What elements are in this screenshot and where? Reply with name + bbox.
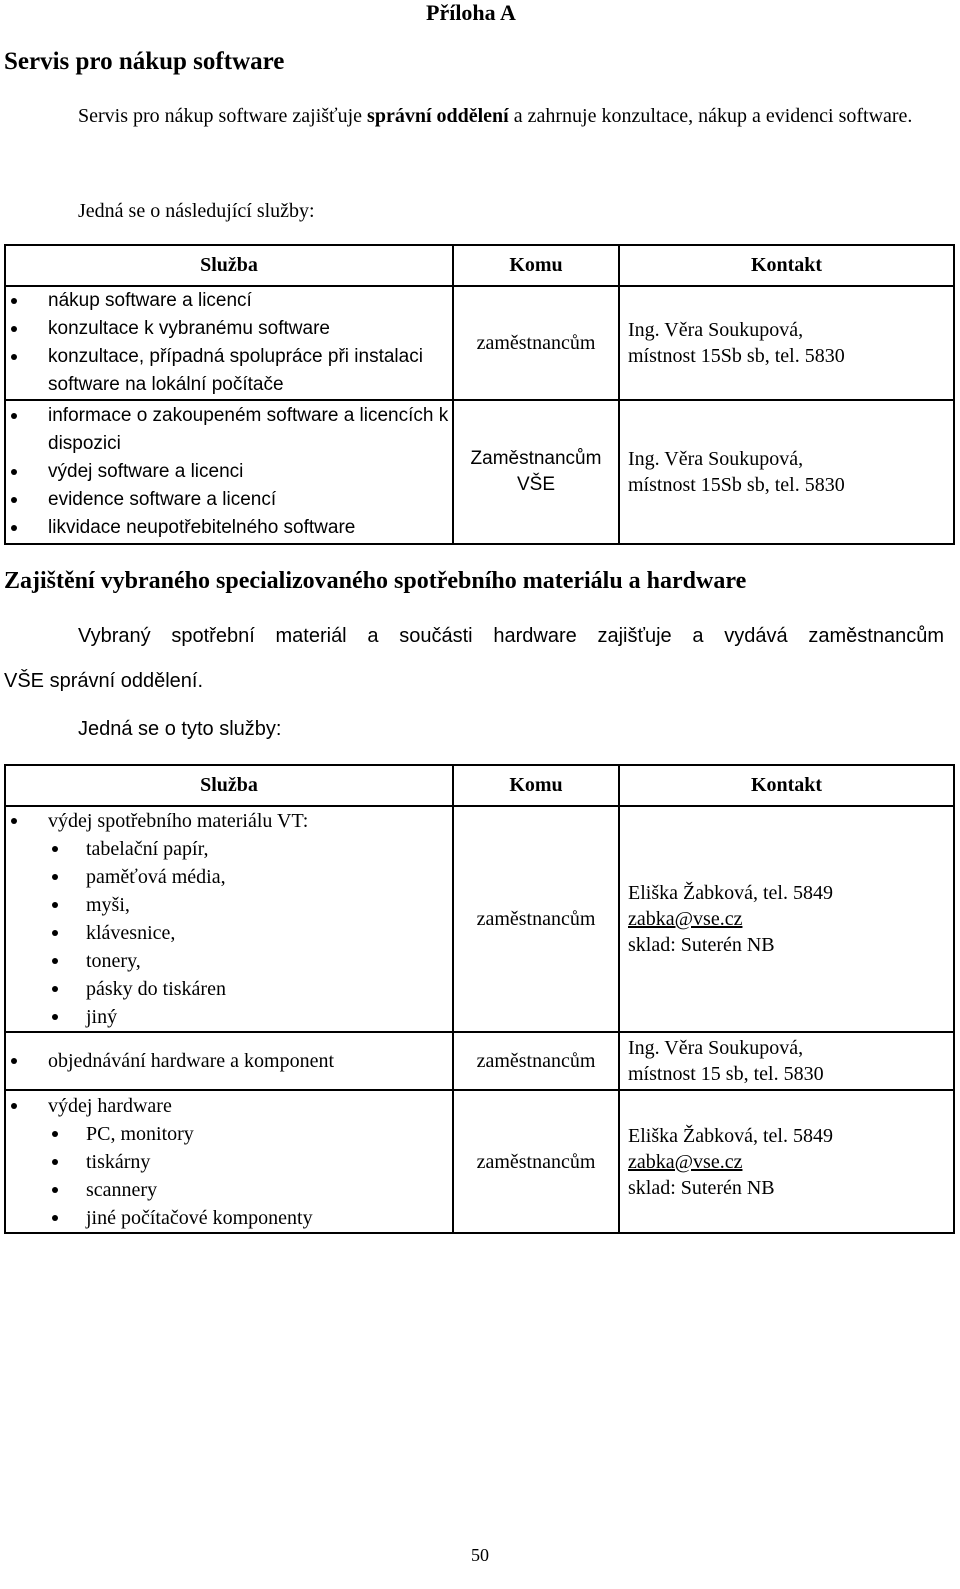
list-item: výdej spotřebního materiálu VT: tabelační papír, paměťová média, myši, klávesnice, tonery, pásky do tiskáren jiný <box>48 807 452 1031</box>
software-services-table <box>4 244 955 545</box>
section-lead-hardware: Jedná se o tyto služby: <box>78 718 282 740</box>
sub-list-item: tonery, <box>86 947 452 975</box>
list-item: výdej software a licenci <box>48 458 452 486</box>
sub-list-item: myši, <box>86 891 452 919</box>
table-row <box>5 400 954 544</box>
intro-bold: správní oddělení <box>367 105 509 127</box>
sub-list-item: paměťová média, <box>86 863 452 891</box>
section-intro-hardware-line2: VŠE správní oddělení. <box>4 670 204 692</box>
service-cell <box>5 1090 453 1233</box>
recipient-cell: zaměstnancům <box>453 1032 619 1090</box>
service-cell <box>5 1032 453 1090</box>
recipient-cell: Zaměstnancům VŠE <box>453 400 619 544</box>
table-row <box>5 1032 954 1090</box>
list-item: konzultace, případná spolupráce při instalaci software na lokální počítače <box>48 343 452 399</box>
contact-cell: Ing. Věra Soukupová, místnost 15Sb sb, tel. 5830 <box>619 400 954 544</box>
service-cell <box>5 806 453 1032</box>
sub-list-item: pásky do tiskáren <box>86 975 452 1003</box>
hardware-services-table <box>4 764 955 1234</box>
section-lead-software: Jedná se o následující služby: <box>78 200 315 222</box>
section-intro-software: Servis pro nákup software zajišťuje správní oddělení a zahrnuje konzultace, nákup a evidenci software. <box>78 105 913 127</box>
contact-cell: Eliška Žabková, tel. 5849 zabka@vse.cz sklad: Suterén NB <box>619 1090 954 1233</box>
column-header-service: Služba <box>5 245 453 286</box>
recipient-cell: zaměstnancům <box>453 1090 619 1233</box>
list-item: informace o zakoupeném software a licencích k dispozici <box>48 402 452 458</box>
list-item: nákup software a licencí <box>48 287 452 315</box>
column-header-service: Služba <box>5 765 453 806</box>
sub-list-item: PC, monitory <box>86 1120 452 1148</box>
column-header-contact: Kontakt <box>619 245 954 286</box>
table-header-row <box>5 245 954 286</box>
sub-list-item: jiný <box>86 1003 452 1031</box>
table-row <box>5 806 954 1032</box>
email-link[interactable]: zabka@vse.cz <box>628 1150 743 1173</box>
list-item: likvidace neupotřebitelného software <box>48 514 452 542</box>
column-header-recipient: Komu <box>453 765 619 806</box>
sub-list-item: tabelační papír, <box>86 835 452 863</box>
email-link[interactable]: zabka@vse.cz <box>628 908 743 930</box>
contact-cell: Ing. Věra Soukupová, místnost 15 sb, tel. 5830 <box>619 1032 954 1090</box>
sub-list-item: klávesnice, <box>86 919 452 947</box>
table-row <box>5 286 954 400</box>
section-heading-software: Servis pro nákup software <box>4 48 285 75</box>
contact-cell: Ing. Věra Soukupová, místnost 15Sb sb, tel. 5830 <box>619 286 954 400</box>
sub-list-item: scannery <box>86 1176 452 1204</box>
list-item: výdej hardware PC, monitory tiskárny scannery jiné počítačové komponenty <box>48 1092 452 1232</box>
page-number: 50 <box>471 1545 489 1565</box>
column-header-recipient: Komu <box>453 245 619 286</box>
list-item: konzultace k vybranému software <box>48 315 452 343</box>
sub-list-item: jiné počítačové komponenty <box>86 1204 452 1232</box>
list-item: objednávání hardware a komponent <box>48 1047 452 1075</box>
section-intro-hardware-line1: Vybraný spotřební materiál a součásti hardware zajišťuje a vydává zaměstnancům <box>78 625 944 647</box>
contact-cell: Eliška Žabková, tel. 5849 zabka@vse.cz sklad: Suterén NB <box>619 806 954 1032</box>
list-item: evidence software a licencí <box>48 486 452 514</box>
sub-list-item: tiskárny <box>86 1148 452 1176</box>
appendix-label: Příloha A <box>426 0 516 25</box>
recipient-cell: zaměstnancům <box>453 806 619 1032</box>
column-header-contact: Kontakt <box>619 765 954 806</box>
section-heading-hardware: Zajištění vybraného specializovaného spotřebního materiálu a hardware <box>4 568 747 594</box>
service-cell <box>5 286 453 400</box>
recipient-cell: zaměstnancům <box>453 286 619 400</box>
service-cell <box>5 400 453 544</box>
table-row <box>5 1090 954 1233</box>
table-header-row <box>5 765 954 806</box>
